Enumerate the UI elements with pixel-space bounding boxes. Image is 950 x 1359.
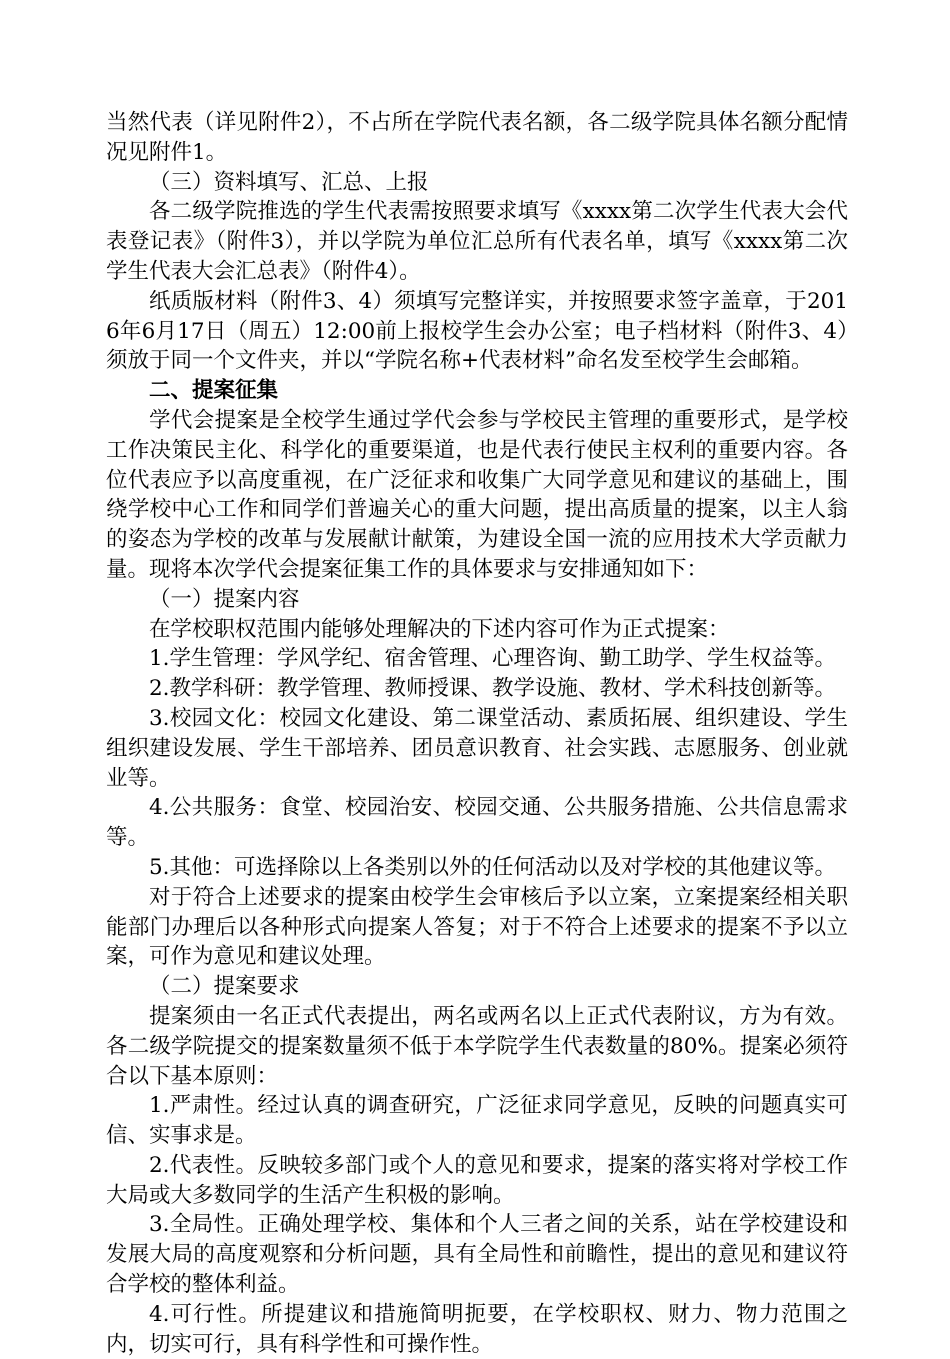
list-item-representativeness: 2.代表性。反映较多部门或个人的意见和要求，提案的落实将对学校工作大局或大多数同学的生活产生积极的影响。 <box>106 1152 848 1208</box>
paragraph-content-scope: 在学校职权范围内能够处理解决的下述内容可作为正式提案： <box>149 616 730 642</box>
list-item-feasibility: 4.可行性。所提建议和措施简明扼要，在学校职权、财力、物力范围之内，切实可行，具有科学性和可操作性。 <box>106 1301 848 1357</box>
paragraph-proposal-intro: 学代会提案是全校学生通过学代会参与学校民主管理的重要形式，是学校工作决策民主化、科学化的重要渠道，也是代表行使民主权利的重要内容。各位代表应予以高度重视，在广泛征求和收集广大同学意见和建议的基础上，围绕学校中心工作和同学们普遍关心的重大问题，提出高质量的提案，以主人翁的姿态为学校的改革与发展献计献策，为建设全国一流的应用技术大学贡献力量。现将本次学代会提案征集工作的具体要求与安排通知如下： <box>106 407 848 582</box>
paragraph-registration-forms: 各二级学院推选的学生代表需按照要求填写《xxxx第二次学生代表大会代表登记表》（附件3），并以学院为单位汇总所有代表名单，填写《xxxx第二次学生代表大会汇总表》（附件4）。 <box>106 199 848 284</box>
paragraph-filing-rules: 对于符合上述要求的提案由校学生会审核后予以立案，立案提案经相关职能部门办理后以各种形式向提案人答复；对于不符合上述要求的提案不予以立案，可作为意见和建议处理。 <box>106 884 848 970</box>
paragraph-delegate-note: 当然代表（详见附件2），不占所在学院代表名额，各二级学院具体名额分配情况见附件1。 <box>106 110 848 165</box>
list-item-seriousness: 1.严肃性。经过认真的调查研究，广泛征求同学意见，反映的问题真实可信、实事求是。 <box>106 1093 848 1149</box>
paragraph-requirements-intro: 提案须由一名正式代表提出，两名或两名以上正式代表附议，方为有效。各二级学院提交的提案数量须不低于本学院学生代表数量的80%。提案必须符合以下基本原则： <box>106 1003 848 1089</box>
list-item-other: 5.其他：可选择除以上各类别以外的任何活动以及对学校的其他建议等。 <box>149 854 837 880</box>
section-heading-proposals: 二、提案征集 <box>149 378 279 404</box>
document-body <box>106 108 848 1359</box>
heading-proposal-content: （一）提案内容 <box>149 586 300 612</box>
list-item-campus-culture: 3.校园文化：校园文化建设、第二课堂活动、素质拓展、组织建设、学生组织建设发展、学生干部培养、团员意识教育、社会实践、志愿服务、创业就业等。 <box>106 705 848 791</box>
list-item-public-services: 4.公共服务：食堂、校园治安、校园交通、公共服务措施、公共信息需求等。 <box>106 795 848 851</box>
list-item-overall-view: 3.全局性。正确处理学校、集体和个人三者之间的关系，站在学校建设和发展大局的高度观察和分析问题，具有全局性和前瞻性，提出的意见和建议符合学校的整体利益。 <box>106 1212 848 1298</box>
heading-materials: （三）资料填写、汇总、上报 <box>149 169 429 195</box>
heading-proposal-requirements: （二）提案要求 <box>149 974 300 1000</box>
list-item-teaching-research: 2.教学科研：教学管理、教师授课、教学设施、教材、学术科技创新等。 <box>149 676 837 702</box>
list-item-student-management: 1.学生管理：学风学纪、宿舍管理、心理咨询、勤工助学、学生权益等。 <box>149 646 837 672</box>
paragraph-submission-deadline: 纸质版材料（附件3、4）须填写完整详实，并按照要求签字盖章，于2016年6月17日（周五）12:00前上报校学生会办公室；电子档材料（附件3、4）须放于同一个文件夹，并以“学院名称+代表材料”命名发至校学生会邮箱。 <box>106 288 848 374</box>
